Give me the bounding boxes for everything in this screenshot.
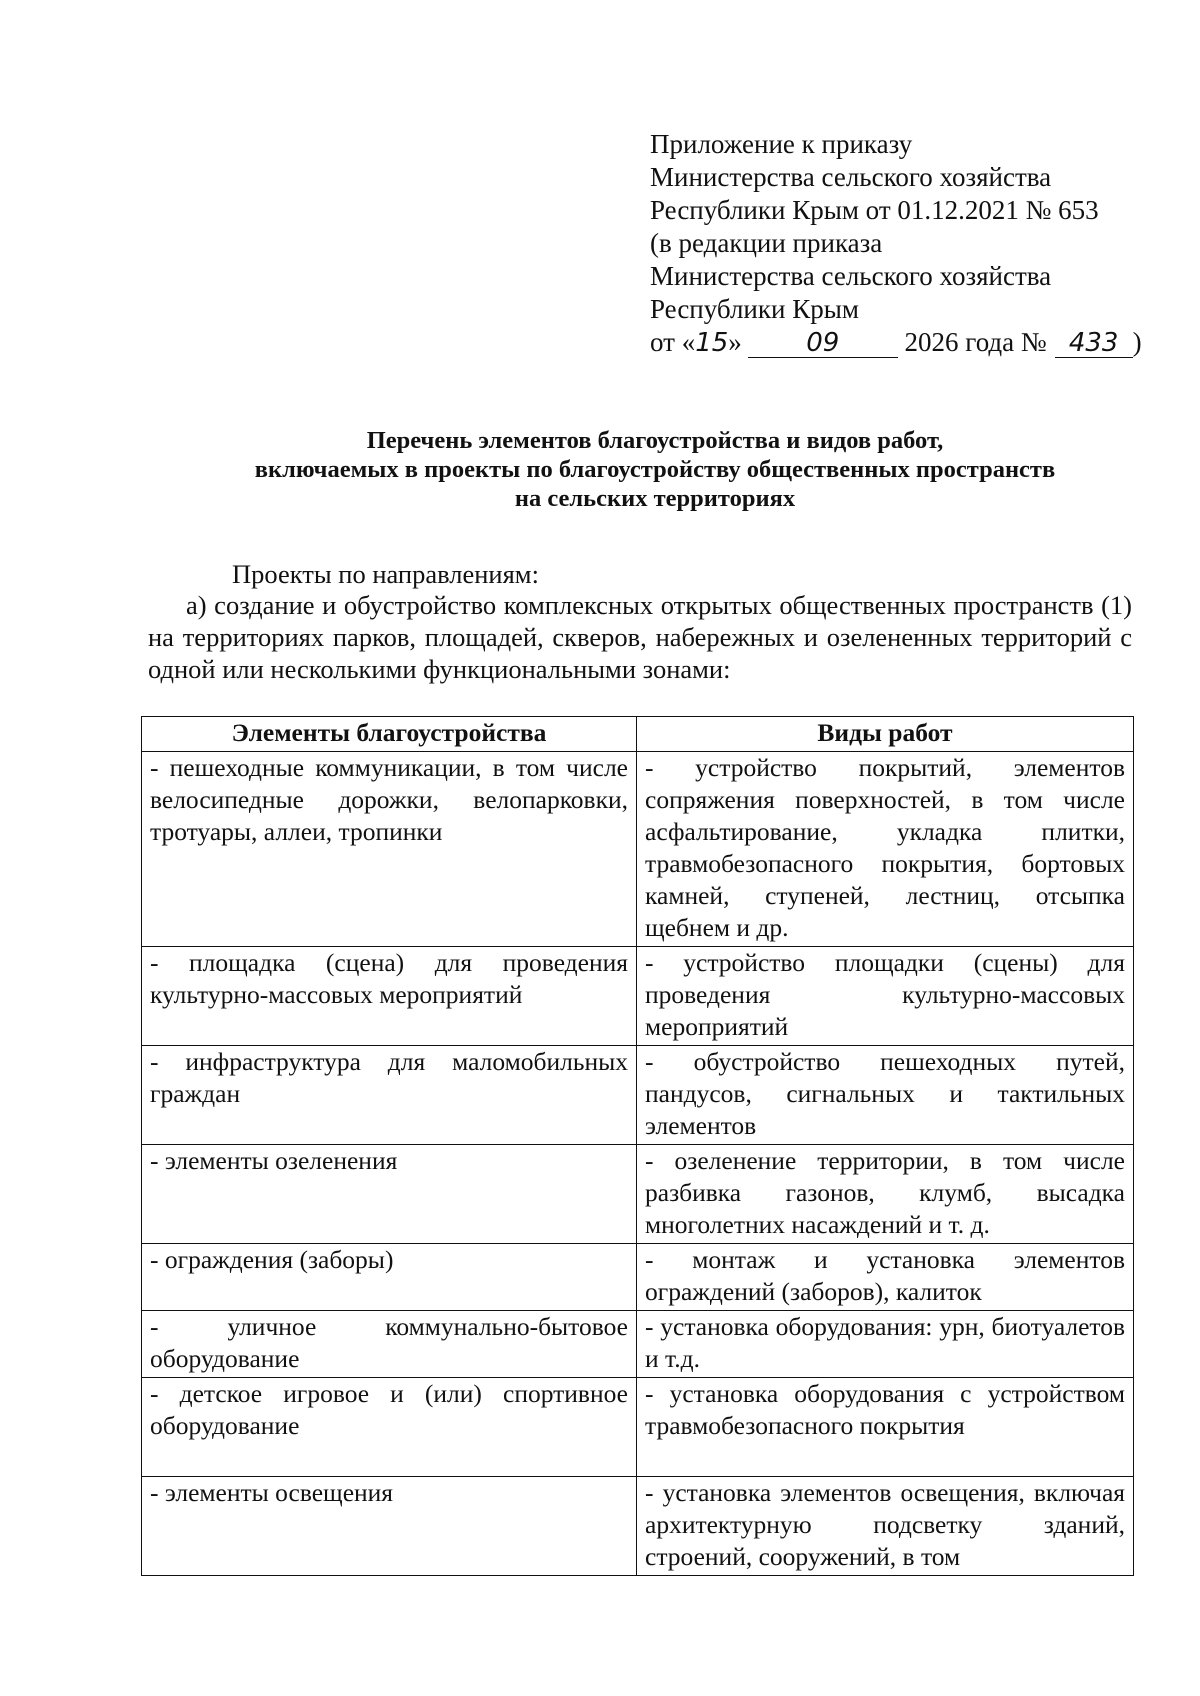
closing-paren: ) xyxy=(1132,327,1142,357)
date-day: 15 xyxy=(695,328,729,358)
table-row xyxy=(142,1244,1134,1311)
table-row xyxy=(142,1145,1134,1244)
cell-work: - обустройство пешеходных путей, пандусов, сигнальных и тактильных элементов xyxy=(637,1046,1134,1145)
cell-work: - установка элементов освещения, включая архитектурную подсветку зданий, строений, сооружений, в том xyxy=(637,1477,1134,1576)
date-close: » xyxy=(728,327,742,357)
title-line: включаемых в проекты по благоустройству общественных пространств xyxy=(254,456,1056,483)
cell-work: - устройство покрытий, элементов сопряжения поверхностей, в том числе асфальтирование, укладка плитки, травмобезопасного покрытия, бортовых камней, ступеней, лестниц, отсыпка щебнем и др. xyxy=(637,752,1134,947)
table-row xyxy=(142,1311,1134,1378)
cell-element: - ограждения (заборы) xyxy=(142,1244,637,1311)
order-number: 433 xyxy=(1055,329,1133,358)
table-row xyxy=(142,752,1134,947)
table-row xyxy=(142,947,1134,1046)
appendix-line: (в редакции приказа xyxy=(650,228,883,258)
appendix-line: Министерства сельского хозяйства xyxy=(650,162,1052,192)
item-a-paragraph: а) создание и обустройство комплексных открытых общественных пространств (1) на территориях парков, площадей, скверов, набережных и озелененных территорий с одной или несколькими функциональными зонами: xyxy=(148,590,1132,684)
cell-element: - уличное коммунально-бытовое оборудование xyxy=(142,1311,637,1378)
cell-work: - озеленение территории, в том числе разбивка газонов, клумб, высадка многолетних насаждений и т. д. xyxy=(637,1145,1134,1244)
appendix-line: Министерства сельского хозяйства xyxy=(650,261,1052,291)
appendix-date-line xyxy=(650,326,1150,359)
appendix-line: Республики Крым xyxy=(650,294,859,324)
appendix-line: Приложение к приказу xyxy=(650,129,913,159)
date-month: 09 xyxy=(748,329,898,358)
header-works: Виды работ xyxy=(637,717,1134,752)
table-row xyxy=(142,1378,1134,1477)
cell-work: - установка оборудования: урн, биотуалетов и т.д. xyxy=(637,1311,1134,1378)
date-prefix: от « xyxy=(650,327,696,357)
table-row xyxy=(142,1046,1134,1145)
cell-element: - инфраструктура для маломобильных граждан xyxy=(142,1046,637,1145)
cell-element: - детское игровое и (или) спортивное оборудование xyxy=(142,1378,637,1477)
table-row xyxy=(142,1477,1134,1576)
cell-element: - элементы освещения xyxy=(142,1477,637,1576)
document-title xyxy=(140,426,1170,513)
header-elements: Элементы благоустройства xyxy=(142,717,637,752)
date-suffix: 2026 года № xyxy=(897,327,1047,357)
appendix-header xyxy=(650,128,1150,359)
appendix-line: Республики Крым от 01.12.2021 № 653 xyxy=(650,195,1099,225)
cell-element: - элементы озеленения xyxy=(142,1145,637,1244)
cell-element: - площадка (сцена) для проведения культурно-массовых мероприятий xyxy=(142,947,637,1046)
cell-work: - монтаж и установка элементов ограждений (заборов), калиток xyxy=(637,1244,1134,1311)
intro-paragraph: Проекты по направлениям: xyxy=(232,559,539,589)
title-line: Перечень элементов благоустройства и видов работ, xyxy=(366,427,944,454)
works-table xyxy=(141,716,1134,1576)
cell-element: - пешеходные коммуникации, в том числе велосипедные дорожки, велопарковки, тротуары, аллеи, тропинки xyxy=(142,752,637,947)
cell-work: - установка оборудования с устройством травмобезопасного покрытия xyxy=(637,1378,1134,1477)
cell-work: - устройство площадки (сцены) для проведения культурно-массовых мероприятий xyxy=(637,947,1134,1046)
title-line: на сельских территориях xyxy=(514,485,796,512)
table-header-row xyxy=(142,717,1134,752)
